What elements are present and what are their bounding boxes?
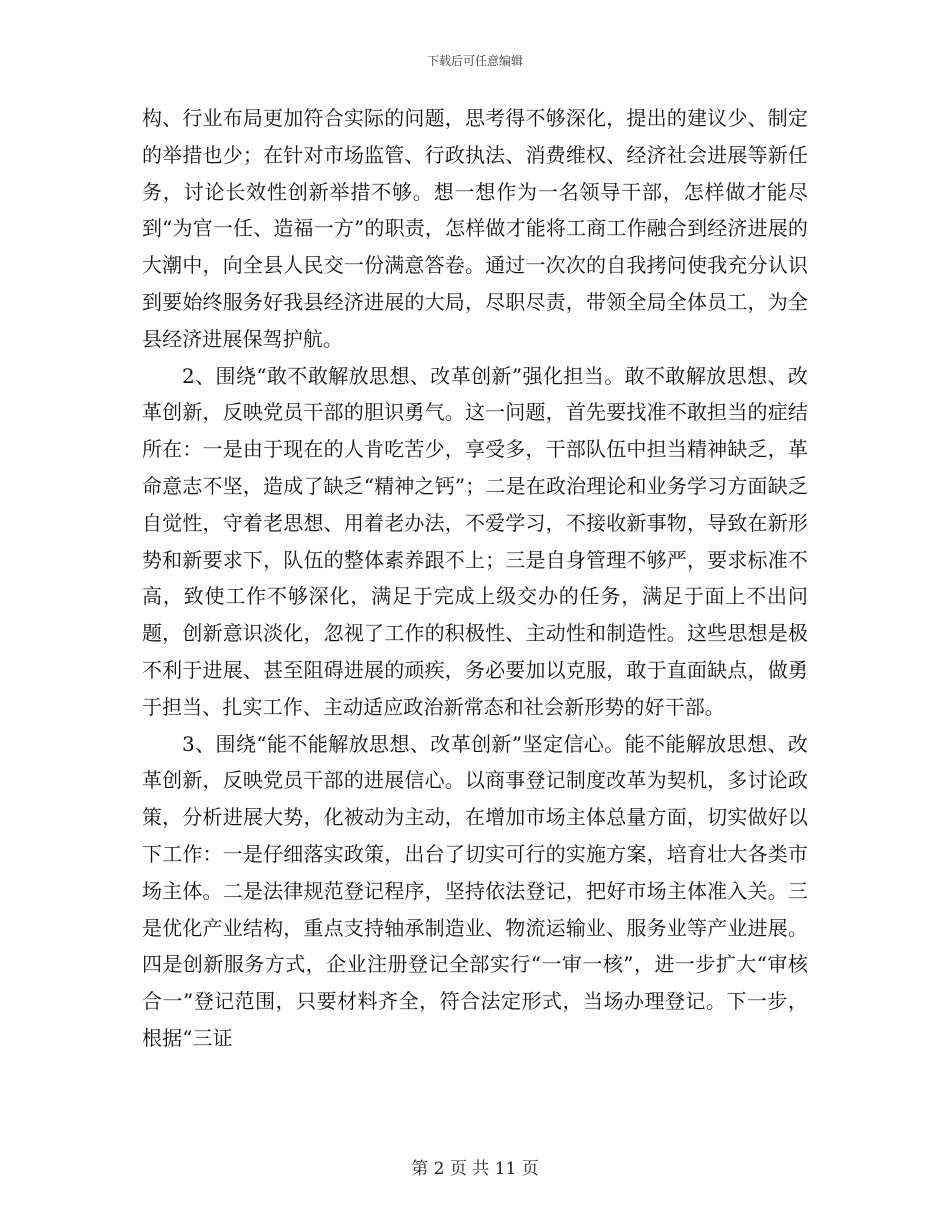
- page-header-note: 下载后可任意编辑: [426, 54, 523, 68]
- paragraph-item-2: 2、围绕“敢不敢解放思想、改革创新”强化担当。敢不敢解放思想、改革创新，反映党员干部的胆识勇气。这一问题，首先要找准不敢担当的症结所在：一是由于现在的人肯吃苦少，享受多，干部队伍中担当精神缺乏，革命意志不坚，造成了缺乏“精神之钙”；二是在政治理论和业务学习方面缺乏自觉性，守着老思想、用着老办法，不爱学习，不接收新事物，导致在新形势和新要求下，队伍的整体素养跟不上；三是自身管理不够严，要求标准不高，致使工作不够深化，满足于完成上级交办的任务，满足于面上不出问题，创新意识淡化，忽视了工作的积极性、主动性和制造性。这些思想是极不利于进展、甚至阻碍进展的顽疾，务必要加以克服，敢于直面缺点，做勇于担当、扎实工作、主动适应政治新常态和社会新形势的好干部。: [142, 363, 808, 719]
- page-number-footer: 第 2 页 共 11 页: [411, 1159, 539, 1179]
- paragraph-item-3: 3、围绕“能不能解放思想、改革创新”坚定信心。能不能解放思想、改革创新，反映党员干部的进展信心。以商事登记制度改革为契机，多讨论政策，分析进展大势，化被动为主动，在增加市场主体总量方面，切实做好以下工作：一是仔细落实政策，出台了切实可行的实施方案，培育壮大各类市场主体。二是法律规范登记程序，坚持依法登记，把好市场主体准入关。三是优化产业结构，重点支持轴承制造业、物流运输业、服务业等产业进展。四是创新服务方式，企业注册登记全部实行“一审一核”，进一步扩大“审核合一”登记范围，只要材料齐全，符合法定形式，当场办理登记。下一步，根据“三证: [142, 731, 808, 1050]
- paragraph-continuation: 构、行业布局更加符合实际的问题，思考得不够深化，提出的建议少、制定的举措也少；在针对市场监管、行政执法、消费维权、经济社会进展等新任务，讨论长效性创新举措不够。想一想作为一名领导干部，怎样做才能尽到“为官一任、造福一方”的职责，怎样做才能将工商工作融合到经济进展的大潮中，向全县人民交一份满意答卷。通过一次次的自我拷问使我充分认识到要始终服务好我县经济进展的大局，尽职尽责，带领全局全体员工，为全县经济进展保驾护航。: [142, 106, 808, 351]
- document-body: [142, 100, 808, 1057]
